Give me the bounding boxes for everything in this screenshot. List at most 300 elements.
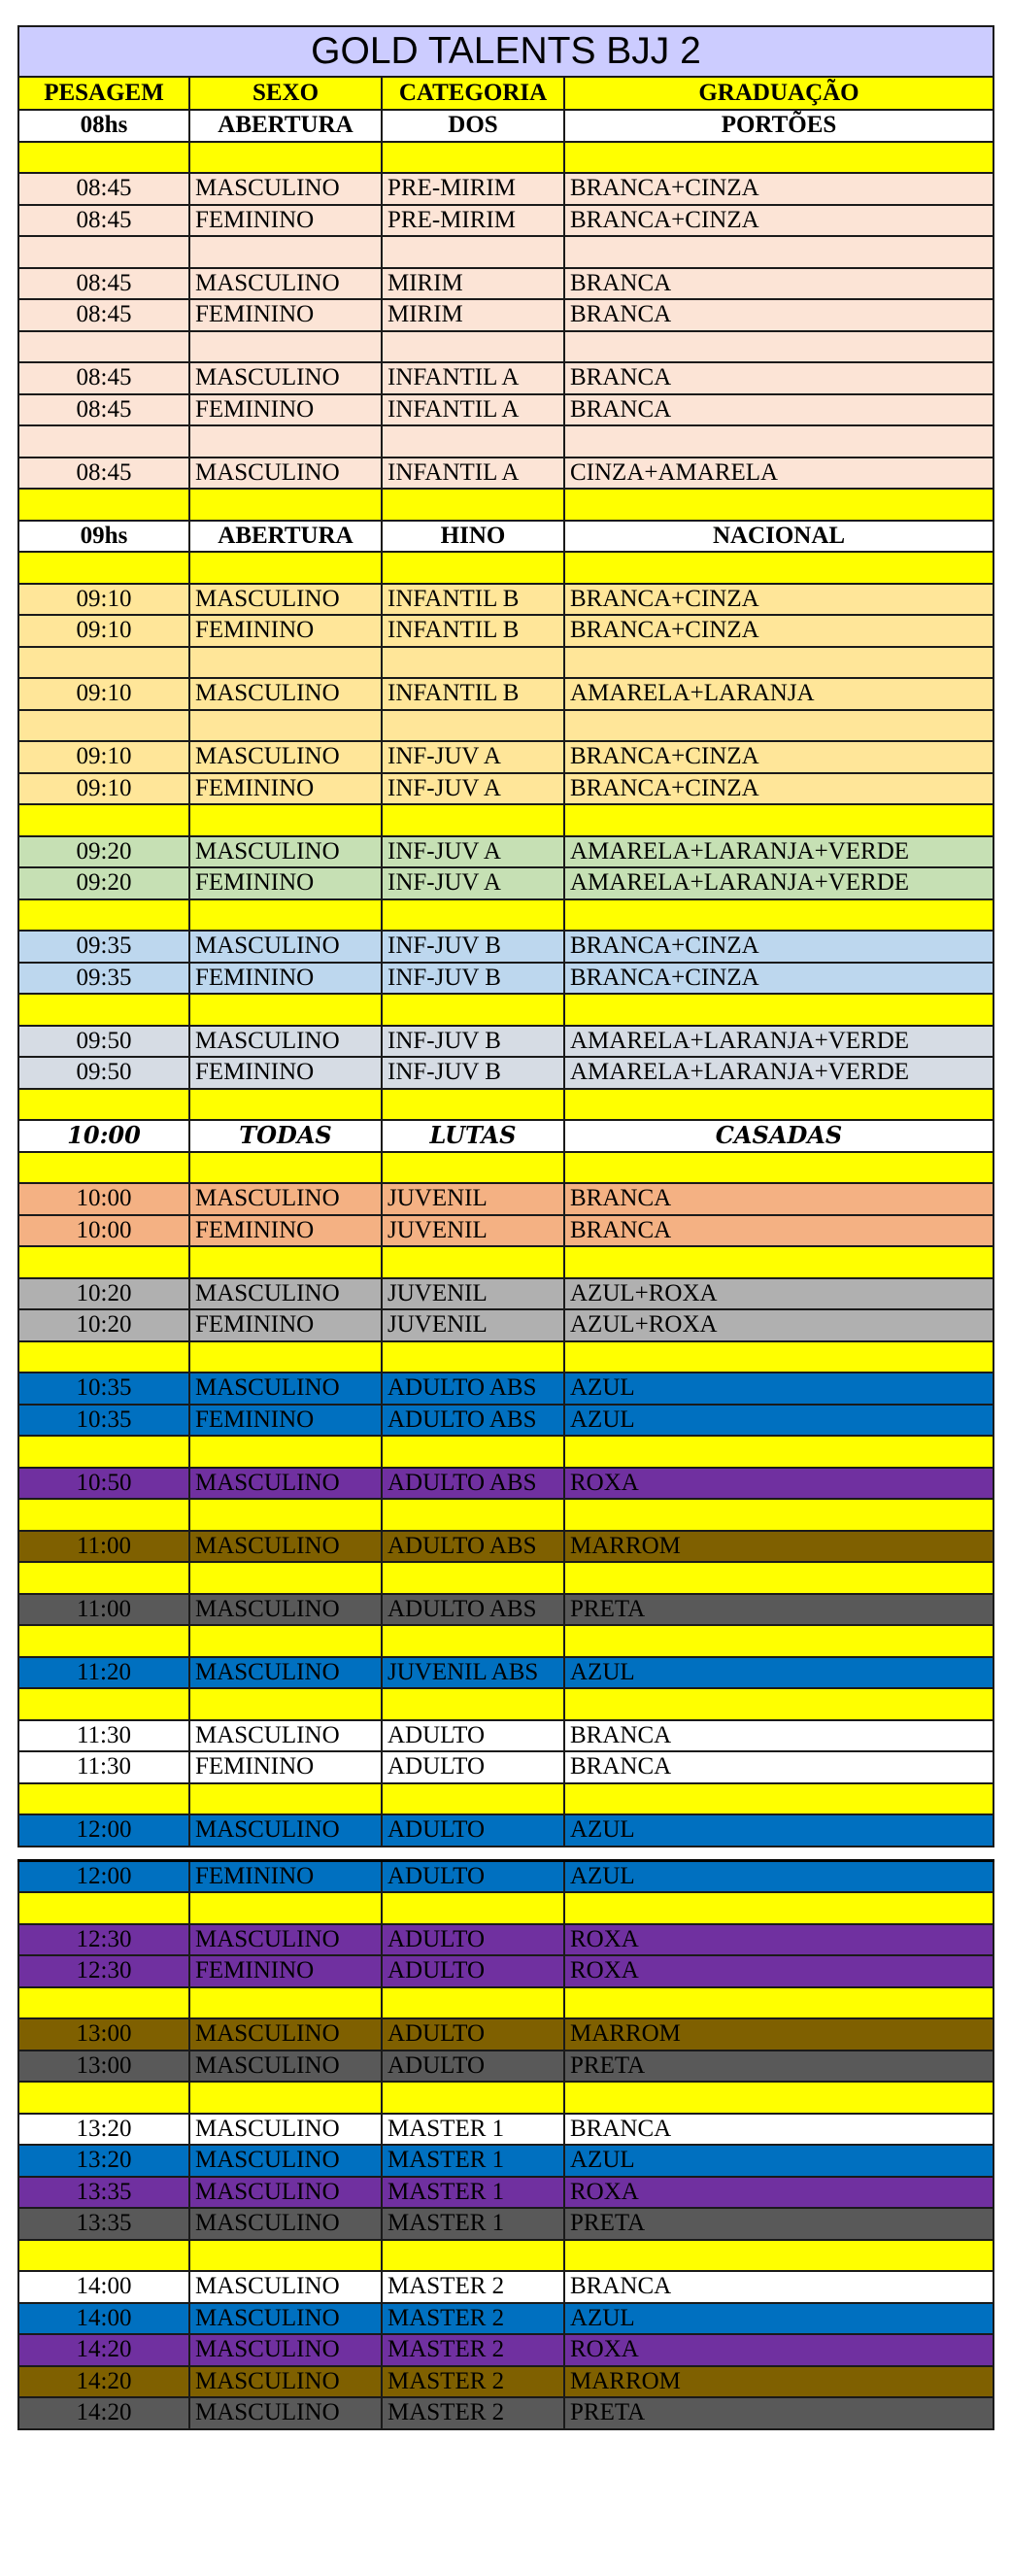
sex-cell: FEMININO bbox=[189, 1215, 382, 1247]
weigh-in-time-cell: 12:00 bbox=[18, 1814, 189, 1847]
spacer-row bbox=[18, 1562, 993, 1594]
schedule-row bbox=[18, 2114, 993, 2146]
weigh-in-time-cell: 10:00 bbox=[18, 1215, 189, 1247]
empty-cell bbox=[564, 1089, 993, 1121]
spacer-row bbox=[18, 1688, 993, 1720]
belt-grade-cell: BRANCA+CINZA bbox=[564, 173, 993, 205]
category-cell: INFANTIL A bbox=[382, 362, 564, 394]
sex-cell: MASCULINO bbox=[189, 268, 382, 300]
category-cell: HINO bbox=[382, 521, 564, 553]
schedule-row bbox=[18, 1594, 993, 1626]
schedule-row bbox=[18, 1814, 993, 1847]
sex-cell: FEMININO bbox=[189, 1751, 382, 1783]
empty-cell bbox=[564, 994, 993, 1026]
empty-cell bbox=[189, 1625, 382, 1657]
schedule-row bbox=[18, 773, 993, 805]
empty-cell bbox=[18, 1688, 189, 1720]
sex-cell: FEMININO bbox=[189, 615, 382, 647]
empty-cell bbox=[189, 1783, 382, 1815]
spacer-row bbox=[18, 1246, 993, 1278]
sex-cell: MASCULINO bbox=[189, 458, 382, 490]
category-cell: INF-JUV A bbox=[382, 836, 564, 868]
weigh-in-time-cell: 09:10 bbox=[18, 741, 189, 773]
sex-cell: ABERTURA bbox=[189, 110, 382, 142]
sex-cell: MASCULINO bbox=[189, 1594, 382, 1626]
belt-grade-cell: BRANCA+CINZA bbox=[564, 584, 993, 616]
empty-cell bbox=[564, 236, 993, 268]
spacer-row bbox=[18, 899, 993, 932]
empty-cell bbox=[564, 1783, 993, 1815]
category-cell: ADULTO ABS bbox=[382, 1373, 564, 1405]
spacer-row bbox=[18, 994, 993, 1026]
schedule-row bbox=[18, 2303, 993, 2335]
empty-cell bbox=[564, 1987, 993, 2019]
belt-grade-cell: CASADAS bbox=[564, 1120, 993, 1152]
belt-grade-cell: BRANCA bbox=[564, 1720, 993, 1752]
belt-grade-cell: BRANCA bbox=[564, 2271, 993, 2303]
belt-grade-cell: BRANCA bbox=[564, 2114, 993, 2146]
empty-cell bbox=[382, 552, 564, 584]
belt-grade-cell: PRETA bbox=[564, 2208, 993, 2240]
empty-cell bbox=[564, 2240, 993, 2272]
empty-cell bbox=[564, 1341, 993, 1373]
title-row bbox=[18, 26, 993, 77]
empty-cell bbox=[18, 1892, 189, 1924]
spacer-row bbox=[18, 331, 993, 363]
announcement-row bbox=[18, 1120, 993, 1152]
sex-cell: MASCULINO bbox=[189, 2145, 382, 2177]
weigh-in-time-cell: 11:30 bbox=[18, 1751, 189, 1783]
schedule-row bbox=[18, 1531, 993, 1563]
empty-cell bbox=[18, 425, 189, 458]
header-sexo: SEXO bbox=[189, 77, 382, 110]
weigh-in-time-cell: 09:35 bbox=[18, 931, 189, 963]
empty-cell bbox=[189, 1499, 382, 1531]
category-cell: INFANTIL B bbox=[382, 584, 564, 616]
header-pesagem: PESAGEM bbox=[18, 77, 189, 110]
empty-cell bbox=[564, 1892, 993, 1924]
schedule-title: GOLD TALENTS BJJ 2 bbox=[18, 26, 993, 77]
category-cell: ADULTO bbox=[382, 2051, 564, 2083]
empty-cell bbox=[564, 1499, 993, 1531]
header-row bbox=[18, 77, 993, 110]
weigh-in-time-cell: 14:20 bbox=[18, 2366, 189, 2398]
empty-cell bbox=[18, 331, 189, 363]
weigh-in-time-cell: 13:20 bbox=[18, 2145, 189, 2177]
belt-grade-cell: AMARELA+LARANJA+VERDE bbox=[564, 836, 993, 868]
schedule-row bbox=[18, 1955, 993, 1987]
weigh-in-time-cell: 08:45 bbox=[18, 173, 189, 205]
category-cell: MIRIM bbox=[382, 299, 564, 331]
sex-cell: MASCULINO bbox=[189, 2051, 382, 2083]
weigh-in-time-cell: 08:45 bbox=[18, 299, 189, 331]
weigh-in-time-cell: 09:20 bbox=[18, 836, 189, 868]
category-cell: INF-JUV B bbox=[382, 963, 564, 995]
sex-cell: MASCULINO bbox=[189, 2208, 382, 2240]
category-cell: ADULTO ABS bbox=[382, 1531, 564, 1563]
empty-cell bbox=[564, 1246, 993, 1278]
empty-cell bbox=[189, 1089, 382, 1121]
schedule-row bbox=[18, 1057, 993, 1089]
empty-cell bbox=[564, 1436, 993, 1468]
sex-cell: FEMININO bbox=[189, 299, 382, 331]
weigh-in-time-cell: 12:30 bbox=[18, 1924, 189, 1956]
category-cell: JUVENIL ABS bbox=[382, 1657, 564, 1689]
weigh-in-time-cell: 10:00 bbox=[18, 1120, 189, 1152]
category-cell: PRE-MIRIM bbox=[382, 205, 564, 237]
sex-cell: MASCULINO bbox=[189, 584, 382, 616]
empty-cell bbox=[189, 710, 382, 742]
weigh-in-time-cell: 09:50 bbox=[18, 1057, 189, 1089]
category-cell: ADULTO bbox=[382, 1720, 564, 1752]
spacer-row bbox=[18, 1341, 993, 1373]
empty-cell bbox=[189, 142, 382, 174]
empty-cell bbox=[382, 1499, 564, 1531]
spacer-row bbox=[18, 1783, 993, 1815]
empty-cell bbox=[382, 1987, 564, 2019]
belt-grade-cell: AMARELA+LARANJA+VERDE bbox=[564, 1057, 993, 1089]
belt-grade-cell: MARROM bbox=[564, 2018, 993, 2051]
belt-grade-cell: BRANCA bbox=[564, 362, 993, 394]
empty-cell bbox=[382, 2240, 564, 2272]
gap-cell bbox=[18, 1847, 993, 1861]
weigh-in-time-cell: 08:45 bbox=[18, 394, 189, 426]
empty-cell bbox=[382, 710, 564, 742]
belt-grade-cell: ROXA bbox=[564, 1924, 993, 1956]
weigh-in-time-cell: 14:20 bbox=[18, 2334, 189, 2366]
belt-grade-cell: AZUL bbox=[564, 1657, 993, 1689]
announcement-row bbox=[18, 110, 993, 142]
empty-cell bbox=[382, 1341, 564, 1373]
category-cell: JUVENIL bbox=[382, 1309, 564, 1341]
empty-cell bbox=[564, 552, 993, 584]
schedule-row bbox=[18, 584, 993, 616]
belt-grade-cell: BRANCA+CINZA bbox=[564, 205, 993, 237]
category-cell: MASTER 2 bbox=[382, 2334, 564, 2366]
sex-cell: FEMININO bbox=[189, 1057, 382, 1089]
category-cell: INF-JUV A bbox=[382, 741, 564, 773]
sex-cell: MASCULINO bbox=[189, 2114, 382, 2146]
category-cell: MASTER 1 bbox=[382, 2177, 564, 2209]
weigh-in-time-cell: 11:00 bbox=[18, 1531, 189, 1563]
schedule-row bbox=[18, 741, 993, 773]
empty-cell bbox=[18, 1783, 189, 1815]
category-cell: INF-JUV A bbox=[382, 867, 564, 899]
empty-cell bbox=[564, 899, 993, 932]
schedule-row bbox=[18, 1924, 993, 1956]
sex-cell: MASCULINO bbox=[189, 2271, 382, 2303]
weigh-in-time-cell: 09:10 bbox=[18, 678, 189, 710]
sex-cell: MASCULINO bbox=[189, 1814, 382, 1847]
category-cell: JUVENIL bbox=[382, 1183, 564, 1215]
belt-grade-cell: ROXA bbox=[564, 2334, 993, 2366]
schedule-row bbox=[18, 1657, 993, 1689]
empty-cell bbox=[382, 2082, 564, 2114]
belt-grade-cell: BRANCA bbox=[564, 1183, 993, 1215]
schedule-row bbox=[18, 1468, 993, 1500]
empty-cell bbox=[382, 899, 564, 932]
category-cell: ADULTO bbox=[382, 2018, 564, 2051]
empty-cell bbox=[18, 1562, 189, 1594]
belt-grade-cell: CINZA+AMARELA bbox=[564, 458, 993, 490]
empty-cell bbox=[382, 1562, 564, 1594]
empty-cell bbox=[382, 1246, 564, 1278]
empty-cell bbox=[382, 142, 564, 174]
empty-cell bbox=[18, 1246, 189, 1278]
schedule-row bbox=[18, 2334, 993, 2366]
weigh-in-time-cell: 08hs bbox=[18, 110, 189, 142]
sex-cell: MASCULINO bbox=[189, 2397, 382, 2429]
spacer-row bbox=[18, 425, 993, 458]
schedule-row bbox=[18, 173, 993, 205]
sex-cell: TODAS bbox=[189, 1120, 382, 1152]
belt-grade-cell: ROXA bbox=[564, 2177, 993, 2209]
schedule-row bbox=[18, 615, 993, 647]
spacer-row bbox=[18, 2082, 993, 2114]
empty-cell bbox=[18, 1436, 189, 1468]
category-cell: ADULTO bbox=[382, 1860, 564, 1892]
empty-cell bbox=[189, 647, 382, 679]
empty-cell bbox=[189, 425, 382, 458]
weigh-in-time-cell: 11:20 bbox=[18, 1657, 189, 1689]
sex-cell: MASCULINO bbox=[189, 1720, 382, 1752]
belt-grade-cell: BRANCA bbox=[564, 268, 993, 300]
category-cell: ADULTO bbox=[382, 1924, 564, 1956]
belt-grade-cell: BRANCA bbox=[564, 299, 993, 331]
weigh-in-time-cell: 14:00 bbox=[18, 2303, 189, 2335]
empty-cell bbox=[564, 1688, 993, 1720]
sex-cell: MASCULINO bbox=[189, 1531, 382, 1563]
schedule-row bbox=[18, 1751, 993, 1783]
schedule-row bbox=[18, 2208, 993, 2240]
schedule-row bbox=[18, 1215, 993, 1247]
empty-cell bbox=[189, 2240, 382, 2272]
category-cell: INFANTIL B bbox=[382, 615, 564, 647]
spacer-row bbox=[18, 142, 993, 174]
weigh-in-time-cell: 08:45 bbox=[18, 205, 189, 237]
sex-cell: FEMININO bbox=[189, 205, 382, 237]
empty-cell bbox=[189, 489, 382, 521]
empty-cell bbox=[18, 994, 189, 1026]
sex-cell: MASCULINO bbox=[189, 1468, 382, 1500]
belt-grade-cell: MARROM bbox=[564, 1531, 993, 1563]
weigh-in-time-cell: 08:45 bbox=[18, 362, 189, 394]
spacer-row bbox=[18, 1152, 993, 1184]
schedule-row bbox=[18, 362, 993, 394]
empty-cell bbox=[189, 1987, 382, 2019]
spacer-row bbox=[18, 710, 993, 742]
category-cell: MASTER 1 bbox=[382, 2114, 564, 2146]
empty-cell bbox=[189, 899, 382, 932]
announcement-row bbox=[18, 521, 993, 553]
schedule-sheet bbox=[17, 25, 993, 2430]
belt-grade-cell: AMARELA+LARANJA+VERDE bbox=[564, 867, 993, 899]
schedule-row bbox=[18, 1309, 993, 1341]
empty-cell bbox=[18, 489, 189, 521]
schedule-row bbox=[18, 1720, 993, 1752]
empty-cell bbox=[18, 1152, 189, 1184]
schedule-row bbox=[18, 2018, 993, 2051]
empty-cell bbox=[564, 331, 993, 363]
spacer-row bbox=[18, 489, 993, 521]
category-cell: DOS bbox=[382, 110, 564, 142]
belt-grade-cell: NACIONAL bbox=[564, 521, 993, 553]
schedule-row bbox=[18, 1405, 993, 1437]
category-cell: INF-JUV B bbox=[382, 931, 564, 963]
schedule-row bbox=[18, 1860, 993, 1892]
empty-cell bbox=[382, 331, 564, 363]
empty-cell bbox=[382, 1625, 564, 1657]
belt-grade-cell: BRANCA bbox=[564, 394, 993, 426]
spacer-row bbox=[18, 804, 993, 836]
schedule-row bbox=[18, 1183, 993, 1215]
sex-cell: MASCULINO bbox=[189, 836, 382, 868]
sex-cell: MASCULINO bbox=[189, 2366, 382, 2398]
category-cell: LUTAS bbox=[382, 1120, 564, 1152]
empty-cell bbox=[382, 1089, 564, 1121]
empty-cell bbox=[18, 1625, 189, 1657]
weigh-in-time-cell: 12:30 bbox=[18, 1955, 189, 1987]
category-cell: INFANTIL B bbox=[382, 678, 564, 710]
empty-cell bbox=[382, 1436, 564, 1468]
category-cell: JUVENIL bbox=[382, 1215, 564, 1247]
sex-cell: MASCULINO bbox=[189, 1924, 382, 1956]
sex-cell: ABERTURA bbox=[189, 521, 382, 553]
sex-cell: MASCULINO bbox=[189, 1183, 382, 1215]
category-cell: JUVENIL bbox=[382, 1278, 564, 1310]
weigh-in-time-cell: 14:20 bbox=[18, 2397, 189, 2429]
empty-cell bbox=[18, 2082, 189, 2114]
category-cell: MIRIM bbox=[382, 268, 564, 300]
category-cell: MASTER 2 bbox=[382, 2303, 564, 2335]
category-cell: MASTER 1 bbox=[382, 2145, 564, 2177]
sex-cell: MASCULINO bbox=[189, 2303, 382, 2335]
empty-cell bbox=[18, 1341, 189, 1373]
category-cell: ADULTO ABS bbox=[382, 1594, 564, 1626]
empty-cell bbox=[18, 899, 189, 932]
empty-cell bbox=[564, 1625, 993, 1657]
empty-cell bbox=[382, 804, 564, 836]
weigh-in-time-cell: 08:45 bbox=[18, 458, 189, 490]
schedule-row bbox=[18, 458, 993, 490]
sex-cell: FEMININO bbox=[189, 867, 382, 899]
spacer-row bbox=[18, 1892, 993, 1924]
belt-grade-cell: MARROM bbox=[564, 2366, 993, 2398]
empty-cell bbox=[189, 1892, 382, 1924]
weigh-in-time-cell: 13:35 bbox=[18, 2208, 189, 2240]
belt-grade-cell: AMARELA+LARANJA+VERDE bbox=[564, 1026, 993, 1058]
schedule-row bbox=[18, 931, 993, 963]
belt-grade-cell: AMARELA+LARANJA bbox=[564, 678, 993, 710]
belt-grade-cell: AZUL+ROXA bbox=[564, 1309, 993, 1341]
schedule-row bbox=[18, 299, 993, 331]
belt-grade-cell: AZUL+ROXA bbox=[564, 1278, 993, 1310]
empty-cell bbox=[18, 142, 189, 174]
schedule-row bbox=[18, 867, 993, 899]
empty-cell bbox=[18, 1089, 189, 1121]
empty-cell bbox=[189, 1562, 382, 1594]
weigh-in-time-cell: 10:35 bbox=[18, 1373, 189, 1405]
empty-cell bbox=[382, 647, 564, 679]
weigh-in-time-cell: 09:50 bbox=[18, 1026, 189, 1058]
empty-cell bbox=[189, 331, 382, 363]
empty-cell bbox=[18, 1499, 189, 1531]
sex-cell: MASCULINO bbox=[189, 1026, 382, 1058]
empty-cell bbox=[564, 710, 993, 742]
schedule-row bbox=[18, 394, 993, 426]
belt-grade-cell: AZUL bbox=[564, 1860, 993, 1892]
belt-grade-cell: BRANCA bbox=[564, 1751, 993, 1783]
sex-cell: FEMININO bbox=[189, 1955, 382, 1987]
belt-grade-cell: BRANCA+CINZA bbox=[564, 615, 993, 647]
schedule-row bbox=[18, 2366, 993, 2398]
sex-cell: MASCULINO bbox=[189, 1373, 382, 1405]
belt-grade-cell: AZUL bbox=[564, 2145, 993, 2177]
category-cell: PRE-MIRIM bbox=[382, 173, 564, 205]
weigh-in-time-cell: 10:00 bbox=[18, 1183, 189, 1215]
belt-grade-cell: BRANCA bbox=[564, 1215, 993, 1247]
empty-cell bbox=[382, 1152, 564, 1184]
empty-cell bbox=[18, 647, 189, 679]
empty-cell bbox=[189, 1688, 382, 1720]
schedule-row bbox=[18, 2145, 993, 2177]
belt-grade-cell: ROXA bbox=[564, 1468, 993, 1500]
page-break-gap bbox=[18, 1847, 993, 1861]
schedule-row bbox=[18, 2177, 993, 2209]
schedule-row bbox=[18, 963, 993, 995]
spacer-row bbox=[18, 1499, 993, 1531]
empty-cell bbox=[189, 994, 382, 1026]
weigh-in-time-cell: 10:20 bbox=[18, 1278, 189, 1310]
spacer-row bbox=[18, 2240, 993, 2272]
schedule-row bbox=[18, 1026, 993, 1058]
empty-cell bbox=[382, 489, 564, 521]
belt-grade-cell: AZUL bbox=[564, 2303, 993, 2335]
spacer-row bbox=[18, 1625, 993, 1657]
empty-cell bbox=[564, 142, 993, 174]
category-cell: ADULTO bbox=[382, 1814, 564, 1847]
sex-cell: FEMININO bbox=[189, 773, 382, 805]
sex-cell: MASCULINO bbox=[189, 931, 382, 963]
weigh-in-time-cell: 10:50 bbox=[18, 1468, 189, 1500]
weigh-in-time-cell: 13:00 bbox=[18, 2018, 189, 2051]
header-categoria: CATEGORIA bbox=[382, 77, 564, 110]
weigh-in-time-cell: 11:00 bbox=[18, 1594, 189, 1626]
sex-cell: FEMININO bbox=[189, 1860, 382, 1892]
weigh-in-time-cell: 14:00 bbox=[18, 2271, 189, 2303]
belt-grade-cell: AZUL bbox=[564, 1373, 993, 1405]
belt-grade-cell: AZUL bbox=[564, 1405, 993, 1437]
empty-cell bbox=[189, 1436, 382, 1468]
spacer-row bbox=[18, 647, 993, 679]
empty-cell bbox=[18, 710, 189, 742]
weigh-in-time-cell: 09:10 bbox=[18, 615, 189, 647]
sex-cell: MASCULINO bbox=[189, 1278, 382, 1310]
empty-cell bbox=[189, 1341, 382, 1373]
empty-cell bbox=[382, 425, 564, 458]
empty-cell bbox=[564, 1152, 993, 1184]
empty-cell bbox=[382, 994, 564, 1026]
empty-cell bbox=[564, 425, 993, 458]
sex-cell: FEMININO bbox=[189, 1405, 382, 1437]
weigh-in-time-cell: 09:10 bbox=[18, 773, 189, 805]
belt-grade-cell: PRETA bbox=[564, 2051, 993, 2083]
belt-grade-cell: BRANCA+CINZA bbox=[564, 963, 993, 995]
spacer-row bbox=[18, 1436, 993, 1468]
empty-cell bbox=[564, 2082, 993, 2114]
weigh-in-time-cell: 13:00 bbox=[18, 2051, 189, 2083]
belt-grade-cell: BRANCA+CINZA bbox=[564, 741, 993, 773]
